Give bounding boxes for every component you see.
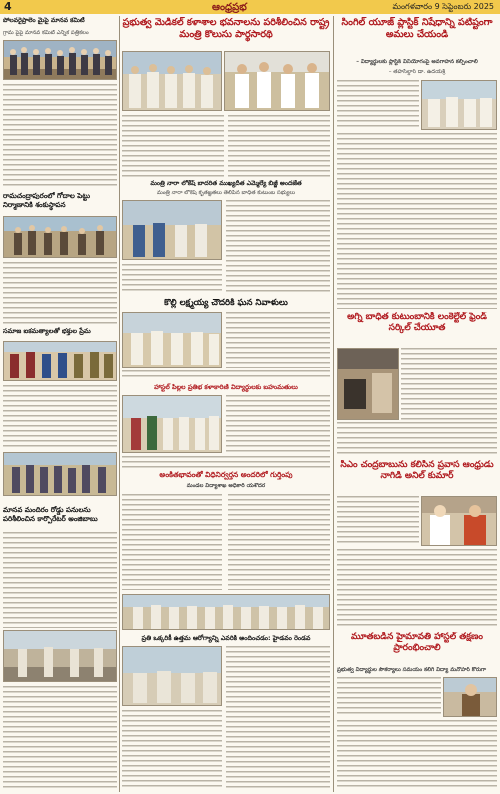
center-photo-4: [122, 312, 222, 368]
right-article-3-body: [337, 549, 497, 629]
center-subhead-2: మంత్రి నారా లోకేష్ కృతజ్ఞతలు తెలిపిన బాధిత కుటుంబ సభ్యులు: [156, 190, 296, 196]
right-photo-4: [443, 677, 497, 717]
left-headline-4: మానవ మందిరం రోడ్డు పనులను పరిశీలించిన కార్పొరేటర్ అంజిబాబు: [3, 506, 98, 523]
center-article-3-body-tail: [122, 370, 330, 380]
right-article-4-body: [337, 720, 497, 790]
left-article-2-body: [3, 262, 117, 324]
center-article-5-body-a: [122, 494, 222, 590]
left-article-5-body: [3, 686, 117, 790]
right-headline-3: సీఎం చంద్రబాబును కలిసిన ప్రవాస ఆంధ్రుడు నాగిడి అనిల్ కుమార్: [340, 460, 494, 482]
right-subhead-1: – విద్యార్థులకు ప్లాస్టిక్ వినియోగంపై అవగాహన కల్పించాలి: [356, 59, 478, 65]
left-photo-5: [3, 630, 117, 682]
right-article-2-body-a: [401, 348, 497, 420]
center-article-6-body-b: [226, 646, 330, 790]
right-headline-4: మూతబడిన హైమావతి హాస్టల్ తక్షణం ప్రారంభించాలి: [351, 632, 483, 654]
right-headline-1: సింగిల్ యూజ్ ప్లాస్టిక్ నిషేధాన్ని పటిష్టంగా అమలు చేయండి: [341, 17, 493, 40]
center-article-5-body-b: [228, 494, 330, 590]
center-photo-1: [122, 51, 222, 111]
right-photo-3: [421, 496, 497, 546]
right-photo-2: [337, 348, 399, 420]
center-photo-2: [224, 51, 330, 111]
left-photo-2: [3, 216, 117, 258]
page-number: 4: [4, 0, 12, 13]
left-headline-2: రామచంద్రాపురంలో గోదాల పెట్టు నిర్మాణానికి శంకుస్థాపన: [3, 192, 91, 209]
center-photo-6: [122, 594, 330, 630]
page-header: [0, 0, 500, 14]
right-article-3-intro: [337, 496, 419, 546]
left-photo-3: [3, 341, 117, 381]
right-headline-2: అగ్ని బాధిత కుటుంబానికి లంకెల్టేల్ ఫ్రెండ్ సర్కిల్ చేయూత: [347, 312, 487, 334]
left-photo-1: [3, 40, 117, 80]
center-article-4-body-tail: [122, 456, 330, 468]
center-article-2-body-b: [226, 200, 330, 294]
left-headline-1: పోలవరైప్రాలెం మైపై మానవ కమిటీ: [3, 17, 85, 24]
center-headline-4: హాస్టల్ పిల్లల ప్రతిభ కళాకారిణి విద్యార్థులకు బహుమతులు: [154, 383, 298, 391]
right-article-1-intro: [337, 80, 419, 130]
center-article-6-body-a: [122, 710, 222, 790]
center-headline-5: అంకితభావంతో విధినిర్వర్తన అందరిలో గుర్తింపు: [159, 470, 293, 479]
center-article-3-body: [226, 312, 330, 368]
center-article-1-body-b: [228, 115, 330, 177]
center-banner-headline: ప్రభుత్వ మెడికల్ కళాశాల భవనాలను పరిశీలించిన రాష్ట్ర మంత్రి కొలుసు పార్థసారథి: [122, 17, 330, 40]
issue-date: మంగళవారం 9 సెప్టెంబరు 2025: [392, 2, 494, 11]
left-article-3-body: [3, 385, 117, 450]
left-article-4-body: [3, 532, 117, 628]
center-headline-6: ప్రతి ఒక్కరికీ ఉత్తమ ఆరోగ్యాన్ని ఎవరికి అందించడం: హైడవం రెండవ: [141, 634, 311, 642]
center-photo-5: [122, 395, 222, 453]
center-headline-3: కొల్లి లక్ష్మయ్య చౌదరికి ఘన నివాళులు: [164, 298, 288, 308]
right-article-4-intro: [337, 677, 441, 717]
center-article-2-body-a: [122, 264, 222, 294]
center-subhead-5: మండల విద్యాశాఖ అధికారి యశోదర: [186, 483, 266, 489]
left-headline-3: సమాజ ఐకమత్యాలతో భక్తుల ప్రేమ: [3, 327, 91, 335]
right-photo-1: [421, 80, 497, 130]
center-photo-7: [122, 646, 222, 706]
right-article-1-body: [337, 133, 497, 309]
center-headline-2: మంత్రి నారా లోకేష్ బాదరిత ముఖ్యదీత ఎమ్మెల్యే బిజ్జీ అందజేత: [150, 180, 302, 187]
column-rule-right: [333, 16, 334, 792]
right-subhead-4: ప్రభుత్వ విద్యార్థుల సౌకర్యాలు సమయం కలిగి విద్యా మనోహర్ కోరుగా: [337, 667, 487, 673]
left-article-1-body: [3, 84, 117, 189]
center-article-4-body: [226, 395, 330, 453]
left-subhead-1: గ్రామ పైపై మానవ కమిటీ ఎన్నిక పత్రికలం: [3, 30, 89, 36]
right-article-2-body-b: [337, 422, 497, 456]
right-byline-1: – తహసీల్దార్ డా. ఉదయశ్రీ: [388, 69, 446, 75]
center-article-1-body-a: [122, 115, 224, 177]
masthead: ఆంధ్రప్రభ: [212, 2, 247, 13]
column-rule-left: [119, 16, 120, 792]
center-photo-3: [122, 200, 222, 260]
left-photo-4: [3, 452, 117, 496]
